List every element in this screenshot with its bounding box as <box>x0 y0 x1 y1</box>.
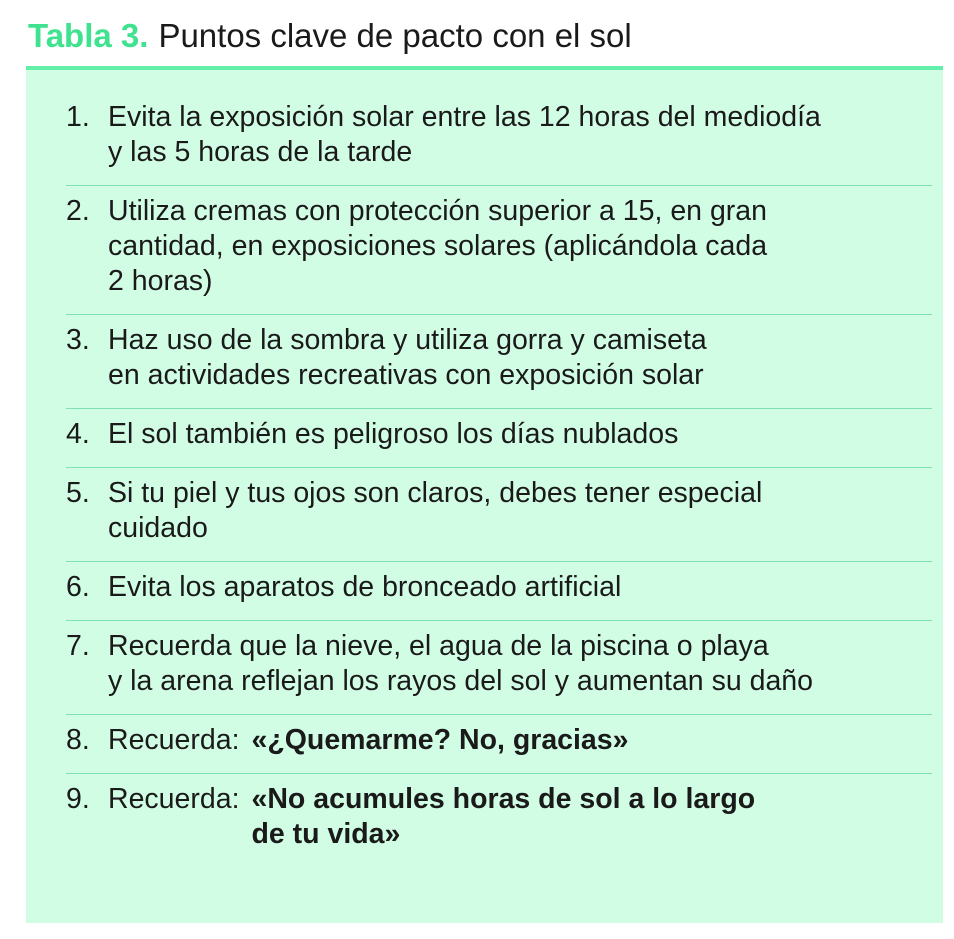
item-prefix: Recuerda: <box>108 783 240 815</box>
item-text <box>108 629 932 699</box>
item-line: Evita la exposición solar entre las 12 horas del mediodía <box>108 101 821 133</box>
item-quote-line: «¿Quemarme? No, gracias» <box>251 724 629 756</box>
item-text <box>108 782 932 852</box>
item-quote <box>252 723 933 758</box>
item-line: Utiliza cremas con protección superior a 15, en gran <box>108 195 767 227</box>
list-item <box>66 468 932 562</box>
item-text <box>108 417 932 452</box>
list-item <box>66 409 932 468</box>
item-number: 6. <box>66 571 90 603</box>
list-item <box>66 315 932 409</box>
key-points-list <box>66 92 932 867</box>
list-item <box>66 92 932 186</box>
list-item <box>66 186 932 315</box>
item-line: El sol también es peligroso los días nublados <box>108 418 679 450</box>
item-quote-line: de tu vida» <box>251 818 401 850</box>
item-number: 7. <box>66 630 90 662</box>
table-label: Tabla 3. <box>28 17 149 54</box>
item-text <box>108 323 932 393</box>
item-number: 1. <box>66 101 90 133</box>
item-line: y la arena reflejan los rayos del sol y aumentan su daño <box>108 665 813 697</box>
list-item <box>66 562 932 621</box>
item-quote <box>252 782 933 852</box>
item-number: 2. <box>66 195 90 227</box>
item-line: Recuerda que la nieve, el agua de la piscina o playa <box>108 630 769 662</box>
item-text <box>108 723 932 758</box>
key-points-box <box>26 66 943 923</box>
item-number: 5. <box>66 477 90 509</box>
item-text <box>108 476 932 546</box>
item-text <box>108 100 932 170</box>
item-text <box>108 194 932 299</box>
item-text <box>108 570 932 605</box>
item-number: 4. <box>66 418 90 450</box>
list-item <box>66 621 932 715</box>
table-title <box>28 14 632 58</box>
item-line: y las 5 horas de la tarde <box>108 136 413 168</box>
item-line: cantidad, en exposiciones solares (aplicándola cada <box>108 230 768 262</box>
item-line: Evita los aparatos de bronceado artificial <box>108 571 622 603</box>
item-line: en actividades recreativas con exposición solar <box>108 359 704 391</box>
list-item <box>66 715 932 774</box>
item-number: 8. <box>66 724 90 756</box>
item-prefix: Recuerda: <box>108 724 240 756</box>
item-line: Si tu piel y tus ojos son claros, debes tener especial <box>108 477 763 509</box>
list-item <box>66 774 932 867</box>
item-quote-line: «No acumules horas de sol a lo largo <box>251 783 756 815</box>
item-line: Haz uso de la sombra y utiliza gorra y camiseta <box>108 324 707 356</box>
item-line: cuidado <box>108 512 208 544</box>
table-title-text: Puntos clave de pacto con el sol <box>158 17 632 54</box>
item-number: 3. <box>66 324 90 356</box>
item-line: 2 horas) <box>108 265 213 297</box>
item-number: 9. <box>66 783 90 815</box>
